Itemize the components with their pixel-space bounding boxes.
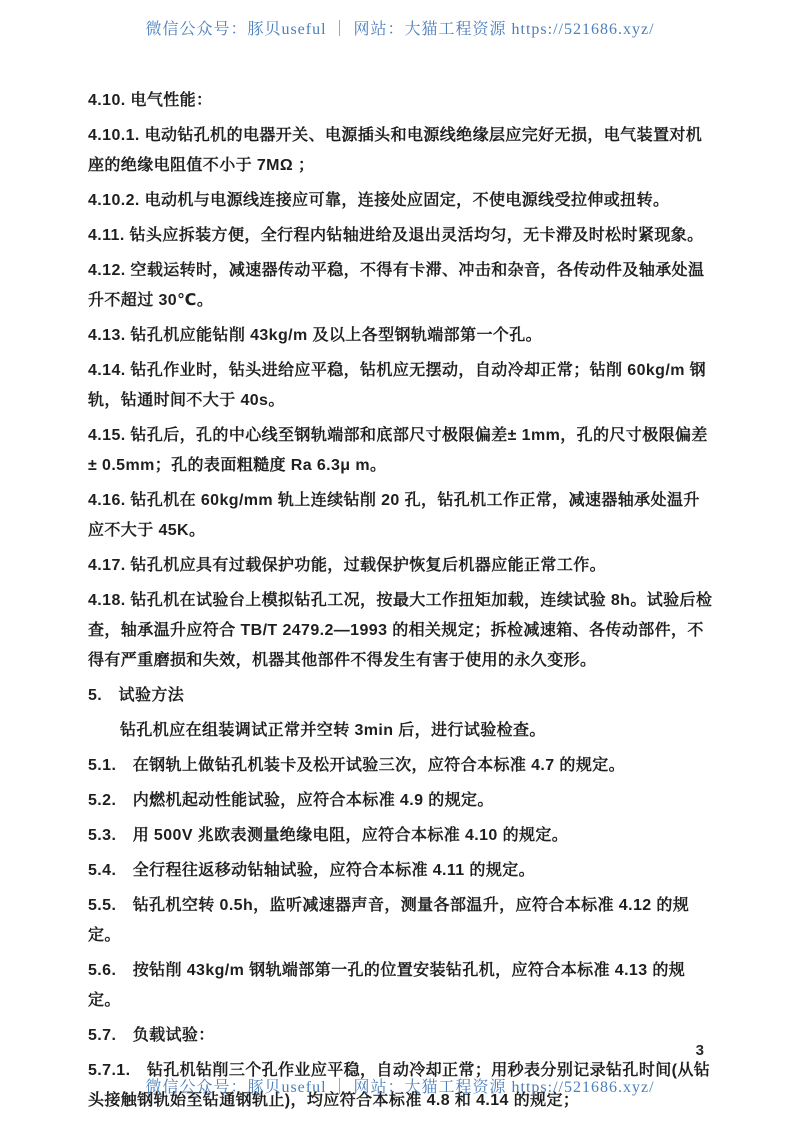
paragraph: 4.16. 钻孔机在 60kg/mm 轨上连续钻削 20 孔，钻孔机工作正常，减速器轴承处温升应不大于 45K。	[88, 492, 700, 539]
paragraph: 4.13. 钻孔机应能钻削 43kg/m 及以上各型钢轨端部第一个孔。	[88, 327, 543, 344]
paragraph: 5. 试验方法	[88, 687, 185, 704]
footer-text: 微信公众号：豚贝useful ｜ 网站：大猫工程资源 https://521686.xyz/	[145, 1079, 655, 1096]
paragraph: 5.7.1. 钻孔机钻削三个孔作业应平稳，自动冷却正常；用秒表分别记录钻孔时间(从钻头接触钢轨始至钻通钢轨止)，均应符合本标准 4.8 和 4.14 的规定；	[88, 1062, 711, 1109]
paragraph: 5.1. 在钢轨上做钻孔机装卡及松开试验三次，应符合本标准 4.7 的规定。	[88, 757, 626, 774]
paragraph: 4.14. 钻孔作业时，钻头进给应平稳，钻机应无摆动，自动冷却正常；钻削 60kg/m 钢轨，钻通时间不大于 40s。	[88, 362, 707, 409]
page-header	[0, 16, 800, 39]
paragraph: 4.12. 空载运转时，减速器传动平稳，不得有卡滞、冲击和杂音，各传动件及轴承处温升不超过 30℃。	[88, 262, 705, 309]
paragraph: 钻孔机应在组装调试正常并空转 3min 后，进行试验检查。	[120, 722, 546, 739]
paragraph: 5.6. 按钻削 43kg/m 钢轨端部第一孔的位置安装钻孔机，应符合本标准 4.13 的规定。	[88, 962, 686, 1009]
paragraph: 5.4. 全行程往返移动钻轴试验，应符合本标准 4.11 的规定。	[88, 862, 536, 879]
paragraph: 4.15. 钻孔后，孔的中心线至钢轨端部和底部尺寸极限偏差± 1mm，孔的尺寸极限偏差± 0.5mm；孔的表面粗糙度 Ra 6.3μ m。	[88, 427, 708, 474]
paragraph: 4.11. 钻头应拆装方便，全行程内钻轴进给及退出灵活均匀，无卡滞及时松时紧现象。	[88, 227, 704, 244]
paragraph: 4.10.2. 电动机与电源线连接应可靠，连接处应固定，不使电源线受拉伸或扭转。	[88, 192, 670, 209]
page-number: 3	[695, 1042, 704, 1059]
paragraph: 5.2. 内燃机起动性能试验，应符合本标准 4.9 的规定。	[88, 792, 494, 809]
paragraph: 5.5. 钻孔机空转 0.5h，监听减速器声音，测量各部温升，应符合本标准 4.12 的规定。	[88, 897, 690, 944]
paragraph: 5.7. 负载试验：	[88, 1027, 215, 1044]
paragraph: 4.17. 钻孔机应具有过载保护功能，过载保护恢复后机器应能正常工作。	[88, 557, 607, 574]
paragraph: 4.18. 钻孔机在试验台上模拟钻孔工况，按最大工作扭矩加载，连续试验 8h。试验后检查，轴承温升应符合 TB/T 2479.2—1993 的相关规定；拆检减速箱、各传动部件，不得有严重磨损和失效，机器其他部件不得发生有害于使用的永久变形。	[88, 592, 713, 669]
page-footer	[0, 1074, 800, 1097]
paragraph: 4.10. 电气性能：	[88, 92, 213, 109]
paragraph: 5.3. 用 500V 兆欧表测量绝缘电阻，应符合本标准 4.10 的规定。	[88, 827, 569, 844]
document-body	[88, 86, 716, 1121]
header-text: 微信公众号：豚贝useful ｜ 网站：大猫工程资源 https://521686.xyz/	[145, 21, 655, 38]
paragraph: 4.10.1. 电动钻孔机的电器开关、电源插头和电源线绝缘层应完好无损，电气装置对机座的绝缘电阻值不小于 7MΩ ；	[88, 127, 703, 174]
